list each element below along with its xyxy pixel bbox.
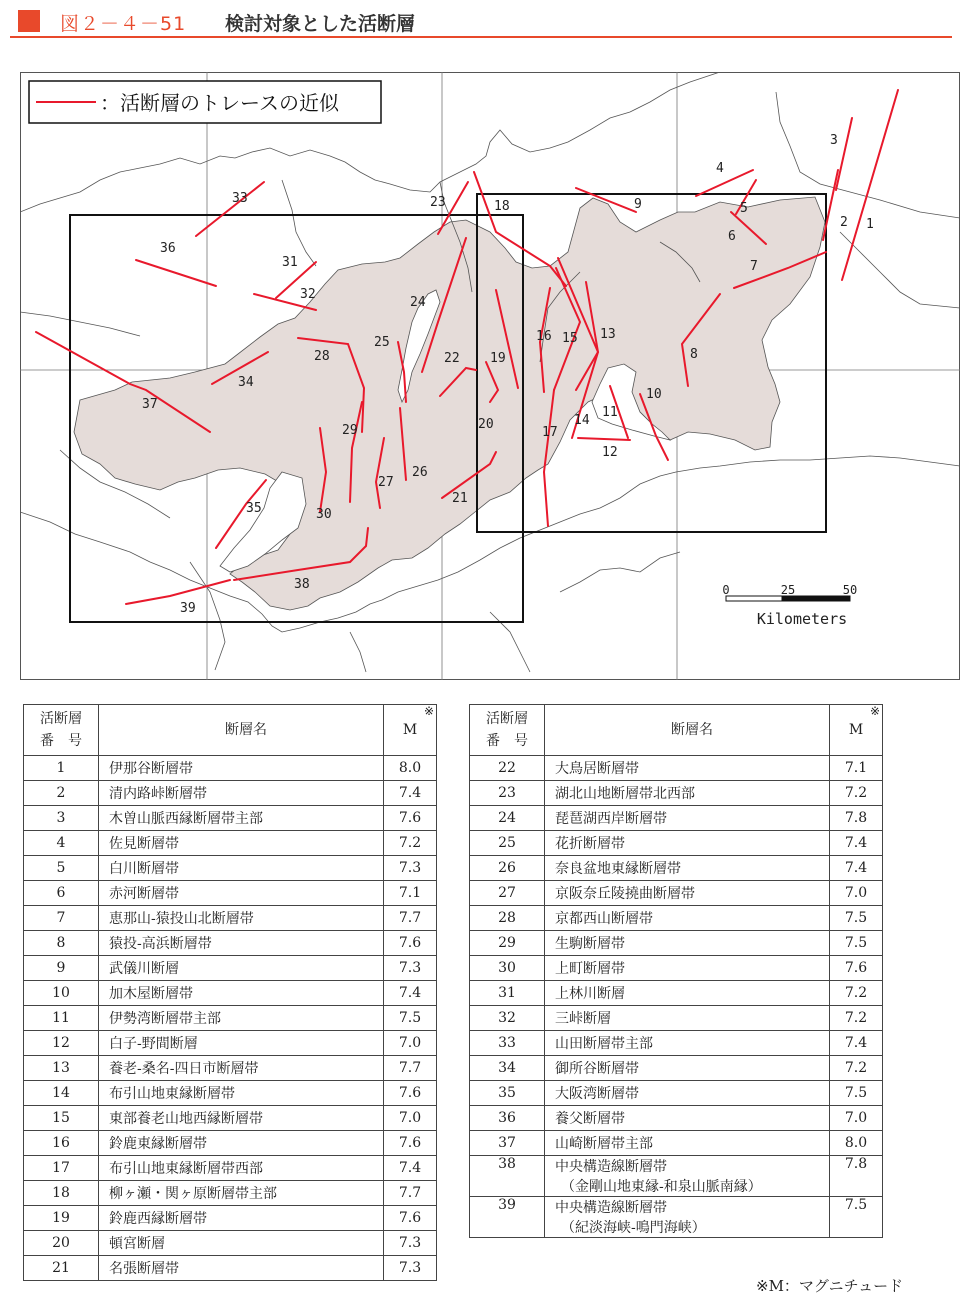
fault-name-text: 佐見断層帯 [109, 836, 179, 852]
table-row [470, 781, 883, 806]
table-row [24, 781, 437, 806]
fault-label-27: 27 [378, 475, 394, 490]
col-header-no: 活断層 番 号 [24, 705, 99, 756]
fault-label-21: 21 [452, 491, 468, 506]
fault-label-3: 3 [830, 133, 838, 148]
scale-tick-25: 25 [780, 583, 796, 597]
fault-name [99, 1031, 384, 1056]
magnitude: 7.2 [830, 1006, 883, 1031]
fault-name-text: 布引山地東縁断層帯西部 [109, 1161, 263, 1177]
col-header-name: 断層名 [545, 705, 830, 756]
fault-number: 1 [24, 756, 99, 781]
fault-name-text: 大阪湾断層帯 [555, 1086, 639, 1102]
fault-name-text: 花折断層帯 [555, 836, 625, 852]
table-row [470, 906, 883, 931]
fault-number: 27 [470, 881, 545, 906]
fault-number: 7 [24, 906, 99, 931]
fault-number: 32 [470, 1006, 545, 1031]
fault-table-right [469, 704, 883, 1238]
magnitude: 7.6 [830, 956, 883, 981]
fault-label-22: 22 [444, 351, 460, 366]
table-row [24, 1231, 437, 1256]
map-canvas [20, 72, 960, 680]
fault-name-text: 奈良盆地東縁断層帯 [555, 861, 681, 877]
scale-unit: Kilometers [756, 610, 848, 628]
table-header-row [24, 705, 437, 756]
fault-name [99, 906, 384, 931]
fault-name-text: 養老-桑名-四日市断層帯 [109, 1061, 259, 1077]
magnitude: 7.7 [384, 1056, 437, 1081]
fault-number: 24 [470, 806, 545, 831]
fault-number: 14 [24, 1081, 99, 1106]
fault-name [545, 881, 830, 906]
fault-label-18: 18 [494, 199, 510, 214]
table-row [24, 956, 437, 981]
magnitude: 7.2 [830, 781, 883, 806]
fault-name [99, 956, 384, 981]
fault-number: 19 [24, 1206, 99, 1231]
fault-name [545, 1156, 830, 1197]
fault-number: 30 [470, 956, 545, 981]
col-header-name: 断層名 [99, 705, 384, 756]
fault-number: 2 [24, 781, 99, 806]
fault-name [545, 806, 830, 831]
fault-name-text: 御所谷断層帯 [555, 1061, 639, 1077]
fault-name [99, 1006, 384, 1031]
study-region [74, 197, 825, 610]
fault-name [99, 756, 384, 781]
fault-name-text: 武儀川断層 [109, 961, 179, 977]
magnitude: 8.0 [384, 756, 437, 781]
fault-name [99, 856, 384, 881]
fault-label-9: 9 [634, 197, 642, 212]
fault-label-11: 11 [602, 405, 618, 420]
table-row [24, 981, 437, 1006]
fault-number: 18 [24, 1181, 99, 1206]
fault-name-text: 中央構造線断層帯 [555, 1200, 667, 1216]
fault-label-2: 2 [840, 215, 848, 230]
table-row [24, 831, 437, 856]
fault-number: 35 [470, 1081, 545, 1106]
fault-number: 16 [24, 1131, 99, 1156]
magnitude: 7.2 [830, 981, 883, 1006]
scale-tick-50: 50 [842, 583, 858, 597]
fault-name [99, 981, 384, 1006]
table-row [470, 1131, 883, 1156]
fault-number: 17 [24, 1156, 99, 1181]
fault-label-13: 13 [600, 327, 616, 342]
fault-number: 10 [24, 981, 99, 1006]
col-header-m: ※ M [384, 705, 437, 756]
fault-name [99, 1106, 384, 1131]
fault-name [545, 1081, 830, 1106]
fault-label-23: 23 [430, 195, 446, 210]
table-row [470, 1006, 883, 1031]
fault-name [99, 881, 384, 906]
fault-name [99, 1206, 384, 1231]
fault-name-text: 山崎断層帯主部 [555, 1136, 653, 1152]
fault-label-33: 33 [232, 191, 248, 206]
magnitude: 7.0 [384, 1031, 437, 1056]
fault-trace-39 [126, 580, 230, 604]
magnitude: 7.0 [830, 881, 883, 906]
fault-name [545, 1197, 830, 1238]
table-row [24, 1131, 437, 1156]
fault-name [545, 956, 830, 981]
fault-name [99, 1181, 384, 1206]
fault-trace-1 [842, 90, 898, 280]
table-row [24, 1156, 437, 1181]
fault-number: 21 [24, 1256, 99, 1281]
fault-name-text: 布引山地東縁断層帯 [109, 1086, 235, 1102]
fault-label-31: 31 [282, 255, 298, 270]
fault-number: 38 [470, 1156, 545, 1197]
table-row [470, 1156, 883, 1197]
fault-number: 28 [470, 906, 545, 931]
table-row [470, 956, 883, 981]
fault-name [545, 981, 830, 1006]
table-row [470, 981, 883, 1006]
fault-number: 20 [24, 1231, 99, 1256]
magnitude: 7.4 [384, 1156, 437, 1181]
fault-name-text: 名張断層帯 [109, 1261, 179, 1277]
fault-label-5: 5 [740, 201, 748, 216]
fault-name [545, 931, 830, 956]
fault-number: 29 [470, 931, 545, 956]
magnitude: 7.4 [830, 831, 883, 856]
table-row [470, 1031, 883, 1056]
header-marker [18, 10, 40, 32]
magnitude: 7.5 [384, 1006, 437, 1031]
fault-label-16: 16 [536, 329, 552, 344]
fault-name-text: 中央構造線断層帯 [555, 1159, 667, 1175]
fault-label-25: 25 [374, 335, 390, 350]
fault-name [545, 756, 830, 781]
fault-name [545, 1131, 830, 1156]
magnitude: 7.6 [384, 1206, 437, 1231]
fault-name-text: 生駒断層帯 [555, 936, 625, 952]
magnitude: 7.8 [830, 1156, 883, 1197]
fault-name [545, 906, 830, 931]
magnitude: 7.6 [384, 931, 437, 956]
fault-name [545, 1006, 830, 1031]
fault-label-4: 4 [716, 161, 724, 176]
fault-number: 15 [24, 1106, 99, 1131]
table-row [24, 1181, 437, 1206]
fault-name-text: 琵琶湖西岸断層帯 [555, 811, 667, 827]
magnitude: 7.3 [384, 856, 437, 881]
fault-name-text: 東部養老山地西縁断層帯 [109, 1111, 263, 1127]
fault-number: 26 [470, 856, 545, 881]
fault-name [545, 856, 830, 881]
magnitude: 7.2 [830, 1056, 883, 1081]
fault-name-text: 柳ヶ瀬・関ヶ原断層帯主部 [109, 1186, 277, 1202]
magnitude: 7.3 [384, 956, 437, 981]
table-row [24, 1006, 437, 1031]
fault-trace-4 [696, 170, 753, 196]
fault-name [99, 1081, 384, 1106]
magnitude: 7.3 [384, 1256, 437, 1281]
fault-number: 36 [470, 1106, 545, 1131]
table-row [24, 1256, 437, 1281]
fault-label-37: 37 [142, 397, 158, 412]
fault-name-text: 鈴鹿西縁断層帯 [109, 1211, 207, 1227]
fault-number: 22 [470, 756, 545, 781]
fault-number: 3 [24, 806, 99, 831]
magnitude: 7.8 [830, 806, 883, 831]
note-mark: ※ [423, 704, 434, 718]
magnitude: 7.0 [384, 1106, 437, 1131]
fault-label-20: 20 [478, 417, 494, 432]
footnote: ※M：マグニチュード [756, 1277, 904, 1295]
map-legend [29, 81, 381, 123]
fault-name-text: 湖北山地断層帯北西部 [555, 786, 695, 802]
fault-name [545, 1056, 830, 1081]
magnitude: 7.6 [384, 806, 437, 831]
magnitude: 7.5 [830, 906, 883, 931]
fault-label-39: 39 [180, 601, 196, 616]
table-row [470, 756, 883, 781]
fault-number: 11 [24, 1006, 99, 1031]
table-row [470, 1081, 883, 1106]
fault-label-32: 32 [300, 287, 316, 302]
fault-number: 33 [470, 1031, 545, 1056]
magnitude: 8.0 [830, 1131, 883, 1156]
fault-number: 13 [24, 1056, 99, 1081]
fault-trace-3 [836, 118, 852, 190]
magnitude: 7.5 [830, 931, 883, 956]
fault-name [99, 1256, 384, 1281]
table-row [24, 1081, 437, 1106]
scale-tick-0: 0 [722, 583, 730, 597]
fault-name-text: 木曽山脈西縁断層帯主部 [109, 811, 263, 827]
fault-label-34: 34 [238, 375, 254, 390]
magnitude: 7.7 [384, 1181, 437, 1206]
table-row [470, 831, 883, 856]
figure-header [10, 6, 952, 38]
col-header-m: ※ M [830, 705, 883, 756]
fault-trace-12 [578, 438, 630, 440]
fault-name [99, 781, 384, 806]
figure-number: 図２－４－51 [60, 13, 187, 35]
magnitude: 7.4 [830, 856, 883, 881]
fault-name [99, 1231, 384, 1256]
fault-name [99, 931, 384, 956]
table-row [24, 1106, 437, 1131]
table-row [470, 881, 883, 906]
fault-name-text: 伊那谷断層帯 [109, 761, 193, 777]
fault-number: 37 [470, 1131, 545, 1156]
note-mark: ※ [869, 704, 880, 718]
table-row [470, 1106, 883, 1131]
fault-name-text: 大鳥居断層帯 [555, 761, 639, 777]
table-row [24, 756, 437, 781]
fault-name-text: 恵那山-猿投山北断層帯 [109, 911, 254, 927]
table-row [470, 931, 883, 956]
fault-trace-33 [196, 182, 264, 236]
magnitude: 7.2 [384, 831, 437, 856]
table-row [24, 931, 437, 956]
table-row [24, 1031, 437, 1056]
fault-name-text: 伊勢湾断層帯主部 [109, 1011, 221, 1027]
scale-bar [722, 583, 857, 628]
magnitude: 7.1 [830, 756, 883, 781]
fault-label-26: 26 [412, 465, 428, 480]
table-row [24, 1206, 437, 1231]
figure-title: 検討対象とした活断層 [225, 13, 416, 35]
fault-label-36: 36 [160, 241, 176, 256]
fault-name [99, 831, 384, 856]
fault-name-text: 上林川断層 [555, 986, 625, 1002]
magnitude: 7.0 [830, 1106, 883, 1131]
fault-label-14: 14 [574, 413, 590, 428]
table-row [24, 906, 437, 931]
table-row [24, 856, 437, 881]
fault-name [99, 806, 384, 831]
fault-name [99, 1131, 384, 1156]
fault-label-38: 38 [294, 577, 310, 592]
magnitude: 7.1 [384, 881, 437, 906]
fault-name-text: 猿投-高浜断層帯 [109, 936, 212, 952]
fault-label-6: 6 [728, 229, 736, 244]
fault-name [99, 1156, 384, 1181]
fault-number: 25 [470, 831, 545, 856]
fault-name-text: 京阪奈丘陵撓曲断層帯 [555, 886, 695, 902]
fault-name [545, 1031, 830, 1056]
fault-name-text: 頓宮断層 [109, 1236, 165, 1252]
fault-name-text: 三峠断層 [555, 1011, 611, 1027]
fault-label-8: 8 [690, 347, 698, 362]
table-row [24, 1056, 437, 1081]
fault-name [545, 1106, 830, 1131]
fault-number: 6 [24, 881, 99, 906]
fault-label-19: 19 [490, 351, 506, 366]
fault-label-35: 35 [246, 501, 262, 516]
table-row [470, 1056, 883, 1081]
fault-number: 9 [24, 956, 99, 981]
magnitude: 7.5 [830, 1081, 883, 1106]
fault-label-12: 12 [602, 445, 618, 460]
fault-number: 12 [24, 1031, 99, 1056]
fault-name-text: 鈴鹿東縁断層帯 [109, 1136, 207, 1152]
table-row [470, 806, 883, 831]
magnitude: 7.7 [384, 906, 437, 931]
magnitude: 7.6 [384, 1131, 437, 1156]
fault-label-1: 1 [866, 217, 874, 232]
fault-label-10: 10 [646, 387, 662, 402]
fault-trace-36 [136, 260, 216, 286]
fault-name-text: 白川断層帯 [109, 861, 179, 877]
fault-name-text: 赤河断層帯 [109, 886, 179, 902]
fault-label-7: 7 [750, 259, 758, 274]
table-header-row [470, 705, 883, 756]
fault-name [99, 1056, 384, 1081]
magnitude: 7.4 [384, 781, 437, 806]
fault-name-text: 白子-野間断層 [109, 1036, 198, 1052]
magnitude: 7.5 [830, 1197, 883, 1238]
fault-table-left [23, 704, 437, 1281]
fault-number: 23 [470, 781, 545, 806]
fault-name-sub: （金剛山地東縁-和泉山脈南縁） [561, 1179, 762, 1195]
fault-name-text: 山田断層帯主部 [555, 1036, 653, 1052]
fault-name-text: 清内路峠断層帯 [109, 786, 207, 802]
fault-name-text: 上町断層帯 [555, 961, 625, 977]
magnitude: 7.6 [384, 1081, 437, 1106]
fault-number: 8 [24, 931, 99, 956]
fault-name-text: 京都西山断層帯 [555, 911, 653, 927]
fault-name [545, 831, 830, 856]
fault-number: 4 [24, 831, 99, 856]
table-row [24, 806, 437, 831]
magnitude: 7.4 [830, 1031, 883, 1056]
fault-name [545, 781, 830, 806]
magnitude: 7.4 [384, 981, 437, 1006]
fault-label-28: 28 [314, 349, 330, 364]
fault-label-29: 29 [342, 423, 358, 438]
fault-label-15: 15 [562, 331, 578, 346]
fault-number: 31 [470, 981, 545, 1006]
fault-label-24: 24 [410, 295, 426, 310]
table-row [24, 881, 437, 906]
legend-text: ：活断層のトレースの近似 [100, 91, 339, 115]
fault-number: 34 [470, 1056, 545, 1081]
table-row [470, 1197, 883, 1238]
magnitude: 7.3 [384, 1231, 437, 1256]
fault-label-30: 30 [316, 507, 332, 522]
fault-label-17: 17 [542, 425, 558, 440]
fault-name-text: 養父断層帯 [555, 1111, 625, 1127]
table-row [470, 856, 883, 881]
fault-name-sub: （紀淡海峡-鳴門海峡） [561, 1220, 706, 1236]
col-header-no: 活断層 番 号 [470, 705, 545, 756]
fault-number: 39 [470, 1197, 545, 1238]
fault-name-text: 加木屋断層帯 [109, 986, 193, 1002]
fault-map [20, 72, 960, 680]
fault-number: 5 [24, 856, 99, 881]
